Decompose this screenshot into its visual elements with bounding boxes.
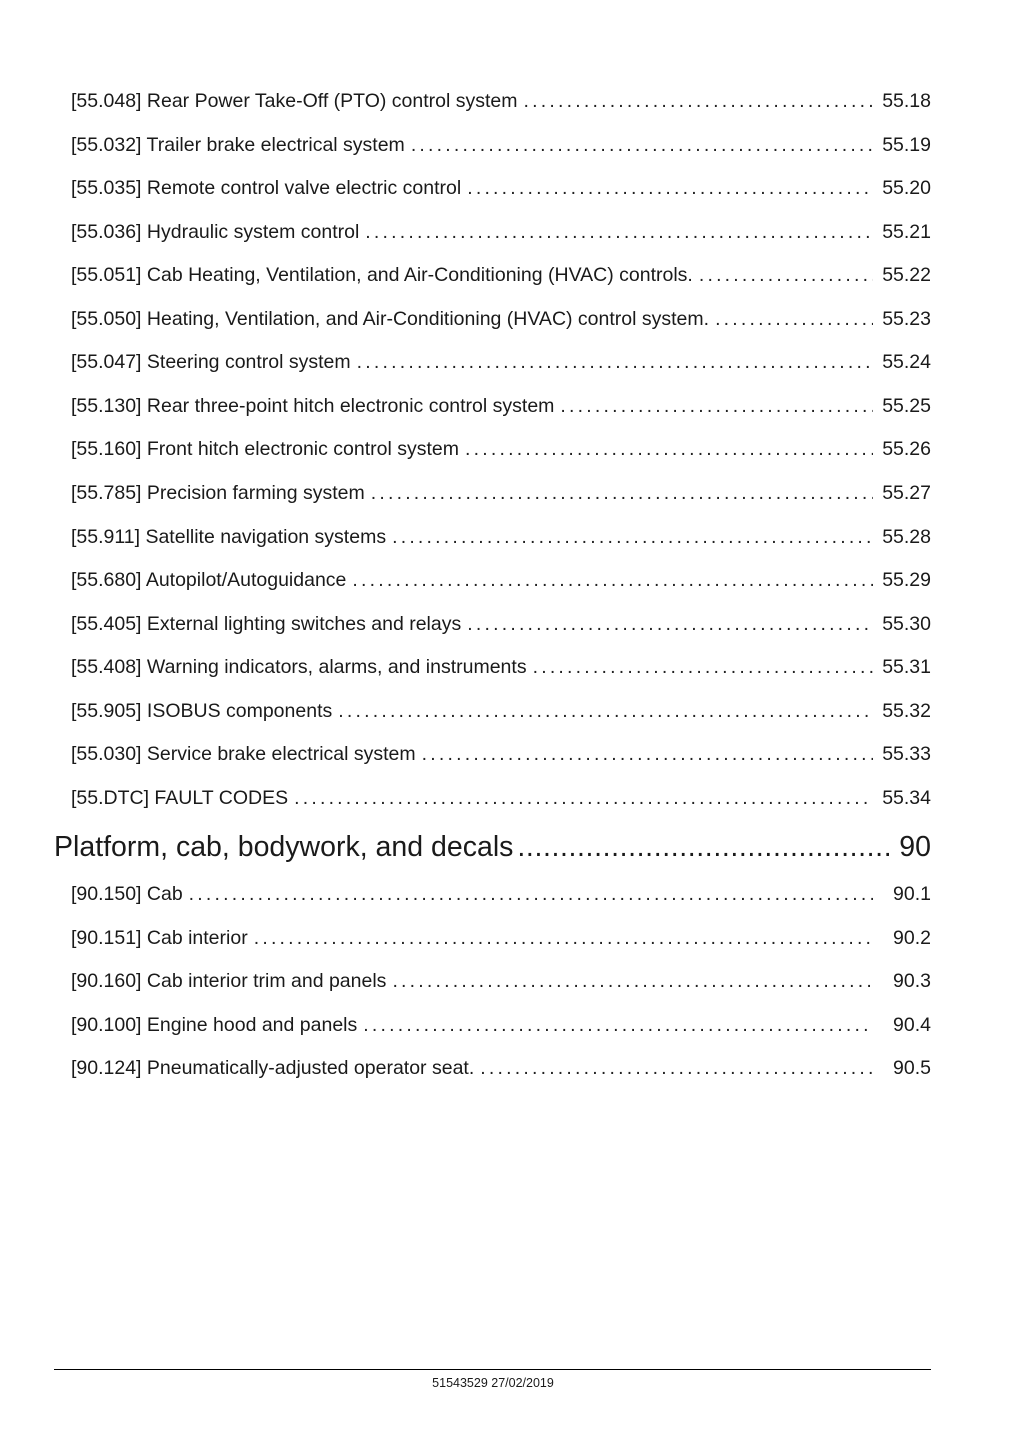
dot-leader	[189, 882, 873, 906]
dot-leader	[524, 89, 873, 113]
dot-leader	[363, 1013, 873, 1037]
dot-leader	[465, 437, 873, 461]
toc-entry[interactable]	[71, 437, 931, 461]
toc-entry[interactable]	[71, 568, 931, 592]
dot-leader	[533, 655, 873, 679]
toc-entry-page: 90.1	[893, 883, 931, 905]
toc-entry-page: 55.20	[882, 177, 931, 199]
toc-entry[interactable]	[71, 786, 931, 810]
toc-entry-label: [55.680] Autopilot/Autoguidance	[71, 569, 347, 591]
dot-leader	[411, 133, 873, 157]
toc-entry[interactable]	[71, 89, 931, 113]
toc-entry[interactable]	[71, 263, 931, 287]
toc-entry-page: 55.32	[882, 700, 931, 722]
toc-entry[interactable]	[71, 394, 931, 418]
dot-leader	[480, 1056, 873, 1080]
dot-leader	[365, 220, 873, 244]
toc-entry[interactable]	[71, 612, 931, 636]
toc-entry-label: [55.050] Heating, Ventilation, and Air-Conditioning (HVAC) control system.	[71, 308, 710, 330]
toc-entry-label: [55.036] Hydraulic system control	[71, 221, 360, 243]
dot-leader	[467, 612, 873, 636]
toc-entry-page: 55.27	[882, 482, 931, 504]
toc-entry[interactable]	[71, 525, 931, 549]
dot-leader	[422, 742, 873, 766]
toc-entry-page: 90.2	[893, 927, 931, 949]
toc-entry[interactable]	[71, 481, 931, 505]
toc-entry-page: 55.26	[882, 438, 931, 460]
toc-section-heading[interactable]	[54, 829, 931, 865]
toc-entry-label: [55.DTC] FAULT CODES	[71, 787, 289, 809]
toc-entry[interactable]	[71, 699, 931, 723]
toc-entry-label: [90.160] Cab interior trim and panels	[71, 970, 387, 992]
dot-leader	[392, 969, 873, 993]
section-page: 90	[899, 831, 931, 863]
toc-entry-page: 90.4	[893, 1014, 931, 1036]
toc-entry-label: [55.160] Front hitch electronic control system	[71, 438, 460, 460]
toc-entry-label: [55.047] Steering control system	[71, 351, 351, 373]
dot-leader	[294, 786, 873, 810]
dot-leader	[560, 394, 873, 418]
toc-entry[interactable]	[71, 926, 931, 950]
toc-entry-page: 55.30	[882, 613, 931, 635]
toc-entry-page: 55.21	[882, 221, 931, 243]
toc-entry-page: 55.28	[882, 526, 931, 548]
toc-entry-page: 55.18	[882, 90, 931, 112]
toc-entry[interactable]	[71, 176, 931, 200]
toc-entry-label: [90.150] Cab	[71, 883, 183, 905]
toc-entry-page: 55.19	[882, 134, 931, 156]
dot-leader	[517, 829, 889, 865]
toc-entry-label: [55.030] Service brake electrical system	[71, 743, 416, 765]
toc-entry-page: 55.29	[882, 569, 931, 591]
toc-entry[interactable]	[71, 307, 931, 331]
toc-entry-label: [55.405] External lighting switches and relays	[71, 613, 462, 635]
toc-entry[interactable]	[71, 655, 931, 679]
toc-entry-label: [55.905] ISOBUS components	[71, 700, 333, 722]
toc-entry-label: [55.408] Warning indicators, alarms, and instruments	[71, 656, 527, 678]
toc-entry[interactable]	[71, 742, 931, 766]
dot-leader	[338, 699, 873, 723]
toc-entry[interactable]	[71, 1056, 931, 1080]
toc-entry-label: [55.048] Rear Power Take-Off (PTO) control system	[71, 90, 518, 112]
footer-divider	[54, 1369, 931, 1370]
dot-leader	[254, 926, 873, 950]
toc-entry-page: 55.34	[882, 787, 931, 809]
toc-entry-page: 55.33	[882, 743, 931, 765]
toc-entry[interactable]	[71, 133, 931, 157]
toc-entry[interactable]	[71, 969, 931, 993]
dot-leader	[357, 350, 873, 374]
dot-leader	[715, 307, 873, 331]
toc-entry-page: 55.25	[882, 395, 931, 417]
toc-entry[interactable]	[71, 350, 931, 374]
toc-entry[interactable]	[71, 220, 931, 244]
toc-entry-label: [55.130] Rear three-point hitch electronic control system	[71, 395, 555, 417]
dot-leader	[467, 176, 873, 200]
dot-leader	[371, 481, 873, 505]
toc-entry-label: [90.124] Pneumatically-adjusted operator seat.	[71, 1057, 475, 1079]
toc-entry-page: 55.23	[882, 308, 931, 330]
toc-entry-page: 90.5	[893, 1057, 931, 1079]
toc-entry-page: 55.31	[882, 656, 931, 678]
toc-entry-label: [90.151] Cab interior	[71, 927, 248, 949]
dot-leader	[699, 263, 873, 287]
toc-entry-page: 55.22	[882, 264, 931, 286]
toc-entry-label: [55.785] Precision farming system	[71, 482, 365, 504]
toc-entry-label: [55.032] Trailer brake electrical system	[71, 134, 405, 156]
toc-entry-label: [55.911] Satellite navigation systems	[71, 526, 387, 548]
dot-leader	[392, 525, 873, 549]
footer-document-id: 51543529 27/02/2019	[432, 1376, 554, 1390]
toc-entry-page: 90.3	[893, 970, 931, 992]
section-title: Platform, cab, bodywork, and decals	[54, 831, 514, 863]
toc-entry[interactable]	[71, 1013, 931, 1037]
toc-entry-page: 55.24	[882, 351, 931, 373]
toc-entry-label: [55.035] Remote control valve electric control	[71, 177, 462, 199]
dot-leader	[352, 568, 873, 592]
toc-entry-label: [55.051] Cab Heating, Ventilation, and Air-Conditioning (HVAC) controls.	[71, 264, 693, 286]
toc-entry-label: [90.100] Engine hood and panels	[71, 1014, 358, 1036]
toc-entry[interactable]	[71, 882, 931, 906]
